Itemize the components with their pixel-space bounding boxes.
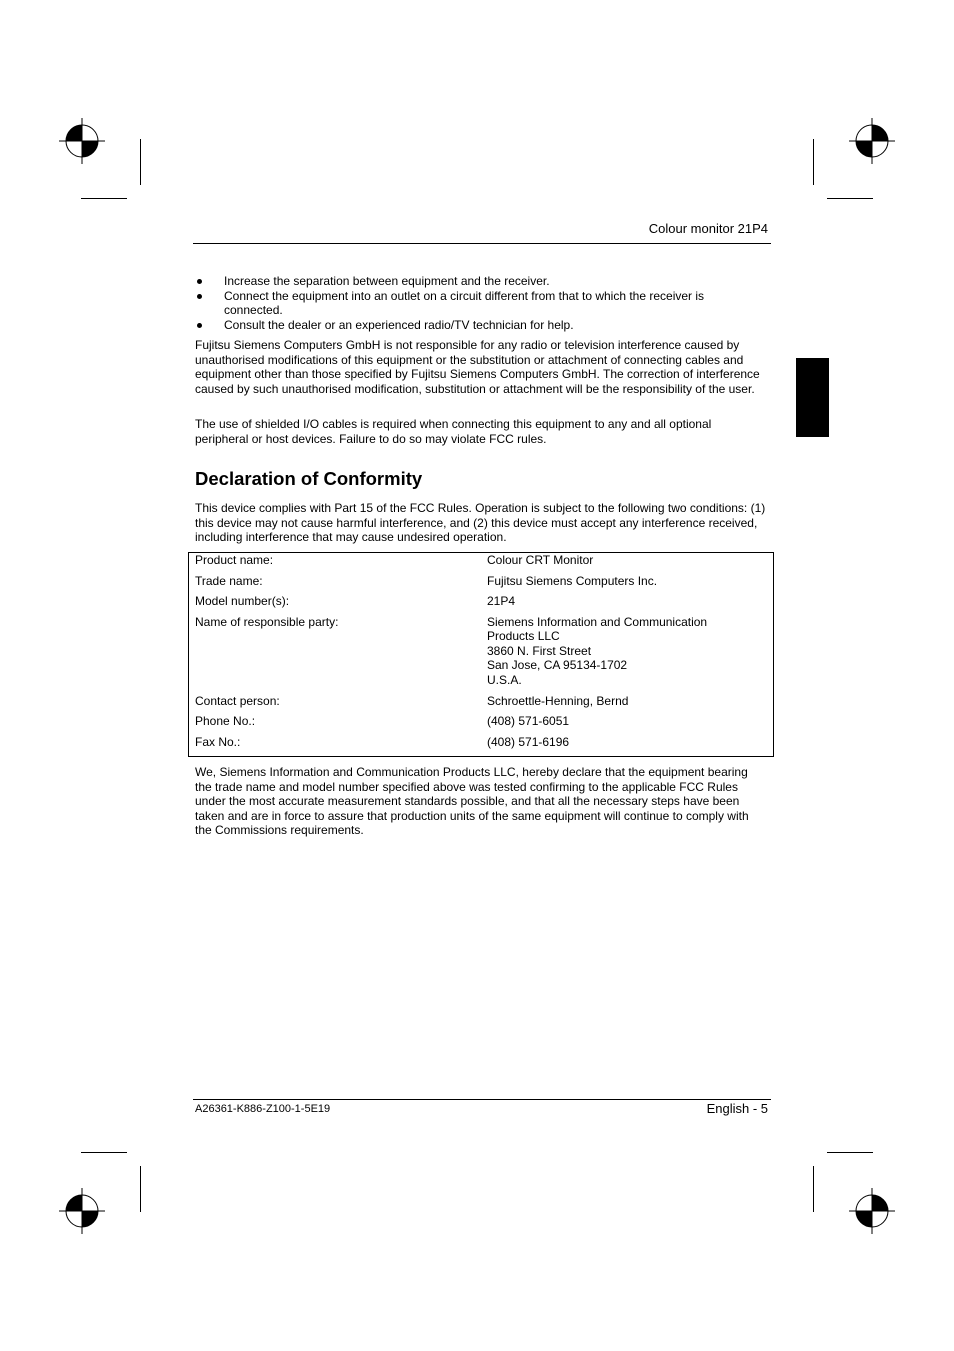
info-label: Trade name: (195, 573, 263, 588)
info-label: Product name: (195, 553, 274, 567)
compliance-paragraph: This device complies with Part 15 of the FCC Rules. Operation is subject to the following two conditions: (1) this device may not cause harmful interference, and (2) this device must accept any interference received, including interference that may cause undesired operation. (195, 501, 766, 545)
info-value: Fujitsu Siemens Computers Inc. (487, 573, 658, 588)
crop-line (81, 1152, 127, 1153)
section-tab-marker (796, 358, 829, 437)
crop-line (827, 198, 873, 199)
bullet-dot-icon (197, 323, 202, 328)
info-value: (408) 571-6196 (487, 734, 570, 749)
address-line: U.S.A. (487, 672, 522, 687)
header-rule (193, 243, 771, 244)
section-heading: Declaration of Conformity (195, 468, 423, 489)
list-item (195, 289, 765, 318)
conformity-info-box (188, 552, 774, 757)
crop-line (140, 1166, 141, 1212)
shielded-cables-paragraph: The use of shielded I/O cables is required when connecting this equipment to any and all optional peripheral or host devices. Failure to do so may violate FCC rules. (195, 417, 712, 446)
interference-measures-list (195, 274, 765, 332)
info-value: Schroettle-Henning, Bernd (487, 693, 629, 708)
info-value-address (487, 615, 767, 688)
list-item (195, 318, 765, 333)
address-line: Siemens Information and Communication (487, 614, 708, 629)
crop-line (140, 139, 141, 185)
info-label: Fax No.: (195, 734, 241, 749)
info-label: Name of responsible party: (195, 614, 339, 629)
list-item-text: Increase the separation between equipment and the receiver. (224, 274, 550, 288)
info-value: 21P4 (487, 594, 516, 608)
crop-line (81, 198, 127, 199)
registration-mark-icon (849, 118, 895, 164)
responsibility-paragraph: Fujitsu Siemens Computers GmbH is not responsible for any radio or television interference caused by unauthorised modifications of this equipment or the substitution or attachment of connecting cables and equipment other than those specified by Fujitsu Siemens Computers GmbH. The correction of interference caused by such unauthorised modification, substitution or attachment will be the responsibility of the user. (195, 338, 760, 396)
list-item (195, 274, 765, 289)
address-line: 3860 N. First Street (487, 643, 592, 658)
info-value: Colour CRT Monitor (487, 553, 594, 567)
registration-mark-icon (59, 118, 105, 164)
info-label: Model number(s): (195, 594, 290, 608)
registration-mark-icon (849, 1188, 895, 1234)
crop-line (813, 1166, 814, 1212)
declaration-paragraph: We, Siemens Information and Communication Products LLC, hereby declare that the equipment bearing the trade name and model number specified above was tested confirming to the applicable FCC Rules under the most accurate measurement standards possible, and that all the necessary steps have been taken and are in force to assure that production units of the same equipment will continue to comply with the Commissions requirements. (195, 765, 749, 838)
list-item-text: Consult the dealer or an experienced radio/TV technician for help. (224, 317, 574, 332)
crop-line (813, 139, 814, 185)
running-header: Colour monitor 21P4 (648, 221, 768, 236)
info-label: Phone No.: (195, 714, 256, 728)
bullet-dot-icon (197, 279, 202, 284)
bullet-dot-icon (197, 294, 202, 299)
address-line: San Jose, CA 95134-1702 (487, 658, 628, 673)
list-item-text: Connect the equipment into an outlet on a circuit different from that to which the receiver is connected. (224, 288, 705, 318)
document-number: A26361-K886-Z100-1-5E19 (195, 1103, 331, 1115)
crop-line (827, 1152, 873, 1153)
page-number: English - 5 (706, 1101, 768, 1116)
footer-rule (193, 1099, 771, 1100)
info-value: (408) 571-6051 (487, 714, 570, 728)
registration-mark-icon (59, 1188, 105, 1234)
info-label: Contact person: (195, 693, 280, 708)
address-line: Products LLC (487, 629, 560, 644)
